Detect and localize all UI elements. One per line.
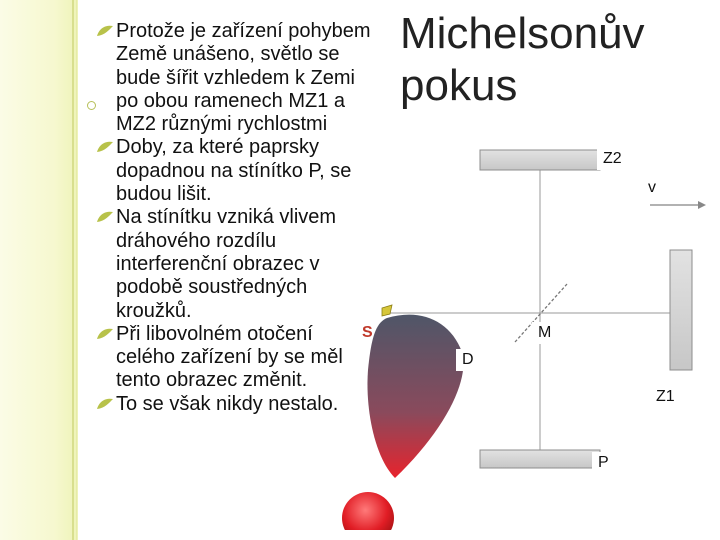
bullet-leaf-icon [96, 210, 114, 224]
screen-p [480, 450, 600, 468]
bullet-text: Protože je zařízení pohybem Země unášeno, světlo se bude šířit vzhledem k Zemi po obou ramenech MZ1 a MZ2 různými rychlostmi [116, 20, 371, 136]
mirror-z1 [670, 250, 692, 370]
bullet-text: Doby, za které paprsky dopadnou na stínítko P, se budou lišit. [116, 136, 352, 206]
bullet-leaf-icon [96, 140, 114, 154]
bullet-text: Na stínítku vzniká vlivem dráhového rozdílu interferenční obrazec v podobě soustředných kroužků. [116, 206, 337, 322]
bullet-text: To se však nikdy nestalo. [116, 392, 339, 415]
velocity-arrowhead-icon [698, 201, 706, 209]
light-source-ball [342, 492, 394, 530]
bullet-text: Při libovolném otočení celého zařízení by se měl tento obrazec změnit. [116, 322, 343, 392]
light-beam-shape [367, 315, 463, 478]
bullet-item [100, 136, 375, 206]
label-s: S [362, 324, 373, 341]
label-v: v [642, 177, 662, 199]
bullet-leaf-icon [96, 327, 114, 341]
bullet-leaf-icon [96, 397, 114, 411]
label-z1: Z1 [650, 386, 681, 408]
margin-line [72, 0, 74, 540]
michelson-diagram [340, 130, 710, 535]
bullet-item [100, 206, 375, 322]
mirror-z2 [480, 150, 600, 170]
slide-title: Michelsonův pokus [400, 9, 645, 110]
bullet-item [100, 393, 375, 416]
bullet-list [100, 20, 375, 416]
source-marker-icon [382, 305, 392, 316]
label-m: M [532, 322, 557, 344]
label-d: D [456, 349, 480, 371]
margin-line-secondary [76, 0, 77, 540]
label-p: P [592, 452, 615, 474]
bullet-leaf-icon [96, 24, 114, 38]
binder-ring-icon [87, 101, 96, 110]
margin-decoration [0, 0, 78, 540]
bullet-item [100, 20, 375, 136]
bullet-item [100, 323, 375, 393]
label-z2: Z2 [597, 148, 628, 170]
